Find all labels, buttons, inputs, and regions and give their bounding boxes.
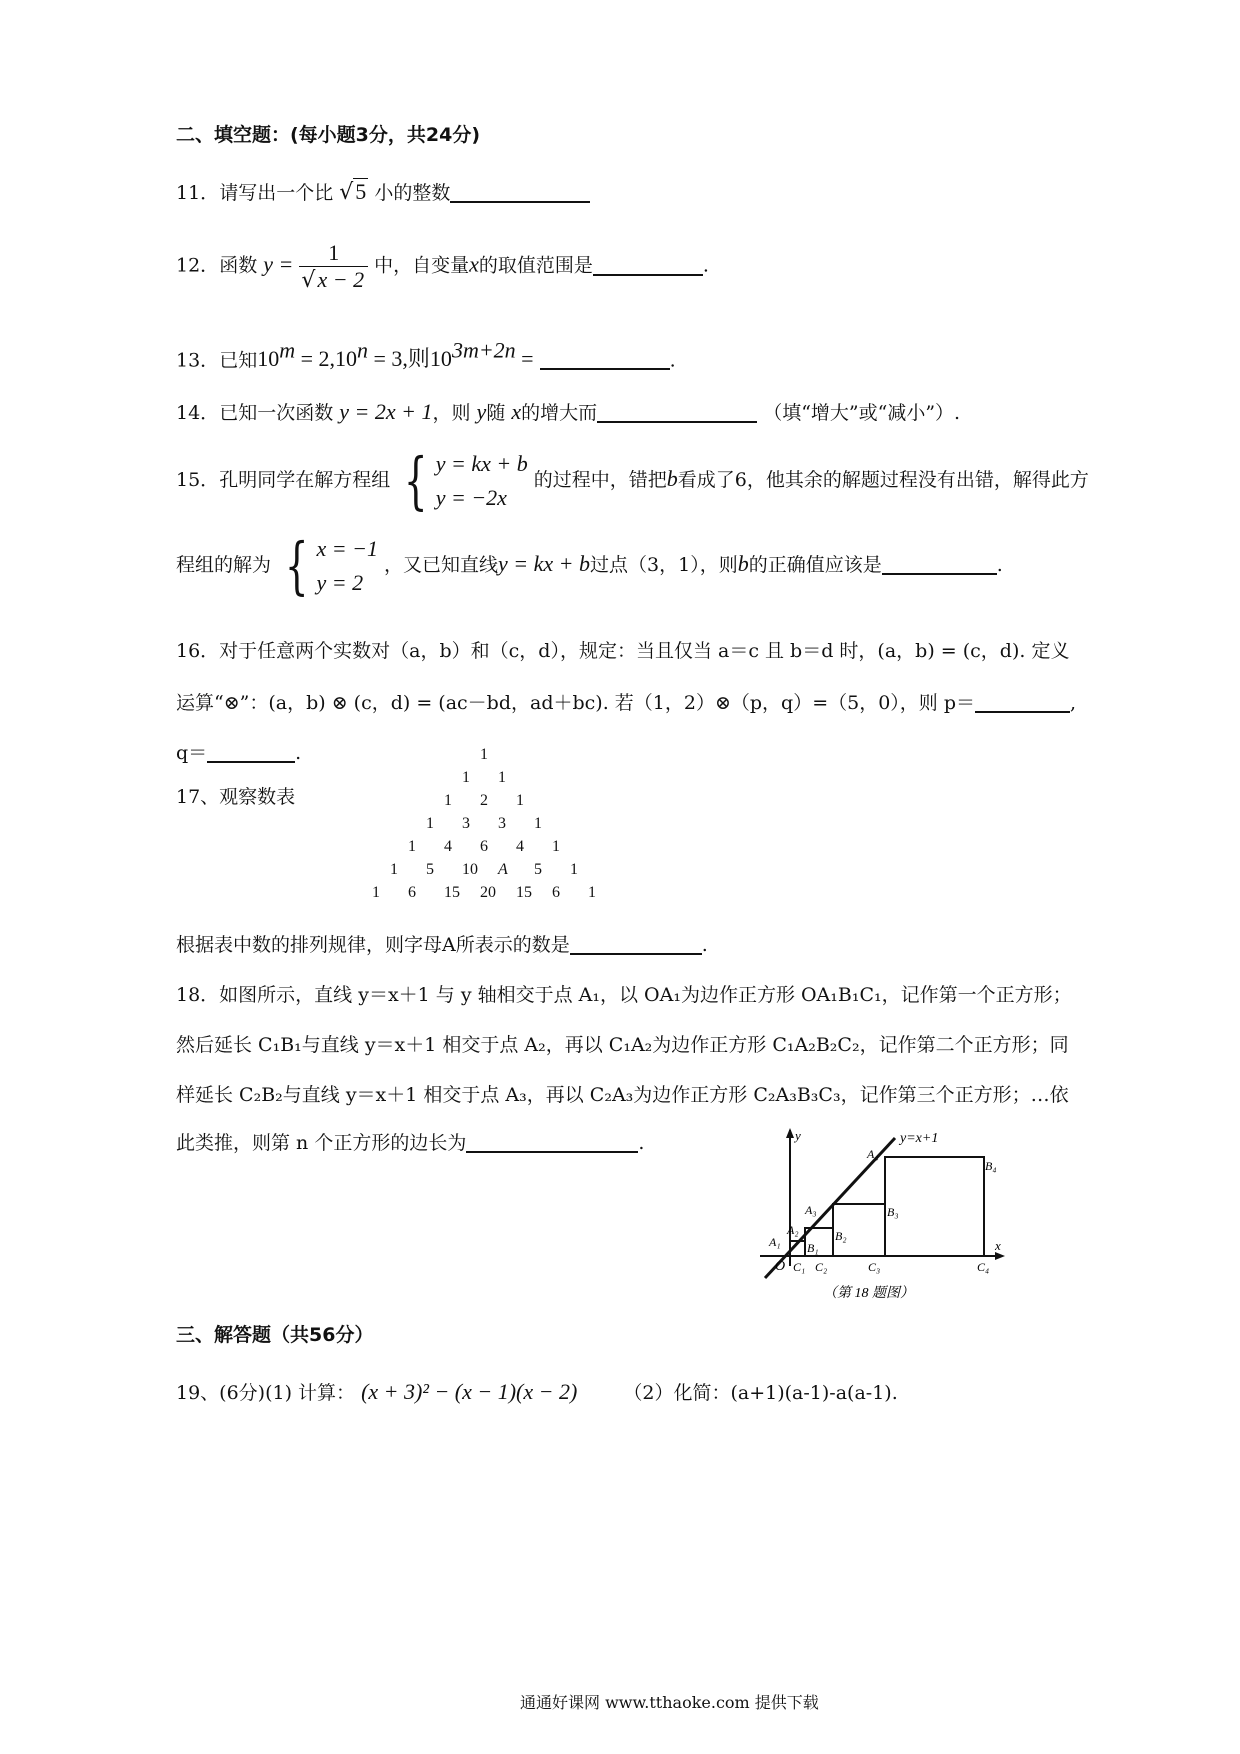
section-title: 二、填空题：(每小题3分，共24分) (176, 124, 481, 146)
expression: $10^m = 2,10^n = 3$,则$10^{3m+2n}$ = (257, 338, 534, 372)
triangle-cell: 15 (516, 884, 532, 901)
brace: { (284, 529, 309, 602)
point-label: B₁ (807, 1241, 819, 1255)
squares-figure (755, 1128, 1010, 1308)
answer-blank[interactable] (882, 553, 997, 575)
question-18-line2: 然后延长 C₁B₁与直线 y＝x＋1 相交于点 A₂，再以 C₁A₂为边作正方形 C₁A₂B₂C₂，记作第二个正方形；同 (176, 1034, 1069, 1056)
answer-blank[interactable] (597, 401, 757, 423)
question-number: 14． (176, 402, 220, 424)
square-4 (885, 1157, 984, 1256)
question-text: 的过程中，错把 (533, 469, 667, 491)
triangle-cell: 1 (408, 838, 416, 855)
question-text: 已知 (219, 349, 258, 372)
answer-blank[interactable] (207, 741, 295, 763)
triangle-cell: 4 (516, 838, 524, 855)
question-text: 此类推，则第 n 个正方形的边长为 (176, 1132, 467, 1154)
triangle-cell: 4 (444, 838, 452, 855)
triangle-cell: 1 (372, 884, 380, 901)
triangle-cell: 1 (552, 838, 560, 855)
y-arrow (786, 1128, 794, 1138)
question-text: 中，自变量 (374, 254, 470, 277)
triangle-cell: 3 (462, 815, 470, 832)
triangle-cell: 2 (480, 792, 488, 809)
question-17-question (176, 930, 708, 957)
triangle-cell: 1 (516, 792, 524, 809)
question-text: 随 (486, 402, 506, 424)
punct: . (669, 349, 676, 372)
question-18-line1: 18．如图所示，直线 y＝x＋1 与 y 轴相交于点 A₁，以 OA₁为边作正方形 OA₁B₁C₁，记作第一个正方形； (176, 984, 1072, 1006)
origin-label: O (775, 1259, 786, 1274)
x-label: x (995, 1238, 1001, 1253)
variable: x (469, 251, 479, 277)
question-11 (176, 178, 590, 205)
triangle-cell: 15 (444, 884, 460, 901)
question-14 (176, 398, 960, 425)
question-text: 看成了6，他其余的解题过程没有出错，解得此方 (677, 469, 1089, 491)
question-12 (176, 240, 709, 293)
equation: y = (263, 251, 294, 277)
triangle-cell: 1 (462, 769, 470, 786)
question-text: 过点（3，1），则 (590, 554, 738, 576)
triangle-cell: 1 (480, 746, 488, 763)
punct: . (701, 934, 708, 956)
question-text: 已知一次函数 (219, 402, 334, 424)
question-text: （填“增大”或“减小”）. (763, 402, 961, 424)
triangle-cell: 6 (480, 838, 488, 855)
question-text: 程组的解为 (176, 554, 272, 576)
triangle-cell: A (498, 861, 508, 878)
triangle-cell: 1 (534, 815, 542, 832)
point-label: A₁ (769, 1235, 781, 1249)
point-label: C₁ (793, 1260, 806, 1274)
x-arrow (995, 1252, 1005, 1260)
question-number: 11． (176, 182, 220, 204)
triangle-cell: 1 (426, 815, 434, 832)
variable: x (511, 399, 522, 424)
question-text: 函数 (219, 254, 258, 277)
fraction: $\frac{1}{√x - 2}$ (299, 240, 368, 293)
triangle-cell: 1 (570, 861, 578, 878)
expression: (x + 3)² − (x − 1)(x − 2) (361, 1379, 578, 1404)
triangle-cell: 1 (588, 884, 596, 901)
question-number: 15． (176, 469, 220, 491)
sqrt-expression: √5 (339, 179, 367, 205)
question-17-label: 17、观察数表 (176, 786, 296, 808)
question-16-line3 (176, 738, 301, 765)
punct: . (638, 1132, 645, 1154)
question-number: 13． (176, 349, 220, 372)
point-label: C₃ (868, 1260, 881, 1274)
point-label: A₄ (867, 1147, 879, 1161)
variable: y (476, 399, 487, 424)
brace: { (404, 444, 428, 517)
question-13 (176, 338, 676, 373)
point-label: B₄ (985, 1159, 997, 1173)
triangle-cell: 5 (534, 861, 542, 878)
question-text: 根据表中数的排列规律，则字母A所表示的数是 (176, 934, 570, 956)
answer-blank[interactable] (466, 1131, 638, 1153)
point-label: A₂ (787, 1223, 799, 1237)
point-label: B₃ (887, 1205, 899, 1219)
answer-blank[interactable] (540, 348, 670, 370)
variable: b (737, 551, 749, 576)
question-text: 小的整数 (374, 182, 451, 204)
triangle-cell: 1 (390, 861, 398, 878)
punct: , (1070, 692, 1077, 714)
question-text: 请写出一个比 (219, 182, 334, 204)
point-label: B₂ (835, 1229, 847, 1243)
question-text: ，则 (432, 402, 471, 424)
triangle-cell: 6 (408, 884, 416, 901)
question-text: q＝ (176, 742, 208, 764)
triangle-cell: 1 (498, 769, 506, 786)
question-16-line2 (176, 688, 1076, 715)
point-label: C₂ (815, 1260, 828, 1274)
answer-blank[interactable] (450, 181, 590, 203)
question-15 (176, 444, 1089, 517)
question-number: 12． (176, 254, 220, 277)
question-text: 的增大而 (521, 402, 598, 424)
equation: y = 2x + 1 (339, 399, 433, 424)
punct: . (702, 254, 709, 277)
punct: . (295, 742, 302, 764)
question-text: 运算“⊗”：(a，b) ⊗ (c，d) = (ac－bd，ad＋bc). 若（1，2）⊗（p，q）=（5，0），则 p＝ (176, 692, 976, 714)
triangle-cell: 5 (426, 861, 434, 878)
line-label: y=x+1 (900, 1131, 939, 1146)
question-text: 的正确值应该是 (748, 554, 882, 576)
triangle-cell: 1 (444, 792, 452, 809)
equation-system: y = kx + b y = −2x (435, 451, 528, 510)
triangle-cell: 6 (552, 884, 560, 901)
question-text: 的取值范围是 (478, 254, 593, 277)
question-15-cont (176, 529, 1003, 602)
answer-blank[interactable] (593, 254, 703, 276)
question-16-line1: 16．对于任意两个实数对（a，b）和（c，d），规定：当且仅当 a＝c 且 b＝d 时，(a，b) = (c，d). 定义 (176, 640, 1070, 662)
question-19 (176, 1378, 898, 1405)
variable: b (666, 466, 678, 491)
question-text: ，又已知直线 (384, 554, 499, 576)
figure-caption: （第 18 题图） (823, 1286, 914, 1301)
answer-blank[interactable] (570, 933, 702, 955)
question-text: （2）化简：(a+1)(a-1)-a(a-1). (623, 1382, 898, 1404)
punct: . (996, 554, 1003, 576)
triangle-cell: 10 (462, 861, 478, 878)
point-label: A₃ (805, 1203, 817, 1217)
equation-system: x = −1 y = 2 (316, 536, 378, 595)
question-18-line3: 样延长 C₂B₂与直线 y＝x＋1 相交于点 A₃，再以 C₂A₃为边作正方形 C₂A₃B₃C₃，记作第三个正方形；…依 (176, 1084, 1069, 1106)
equation: y = kx + b (498, 551, 591, 576)
footer: 通通好课网 www.tthaoke.com 提供下载 (520, 1693, 819, 1712)
point-label: C₄ (977, 1260, 990, 1274)
answer-blank[interactable] (975, 691, 1070, 713)
question-text: 19、(6分)(1) 计算： (176, 1382, 356, 1404)
section-title: 三、解答题（共56分） (176, 1324, 374, 1346)
triangle-cell: 3 (498, 815, 506, 832)
question-18-line4 (176, 1128, 644, 1155)
triangle-cell: 20 (480, 884, 496, 901)
question-text: 孔明同学在解方程组 (219, 469, 391, 491)
y-label: y (795, 1128, 801, 1143)
